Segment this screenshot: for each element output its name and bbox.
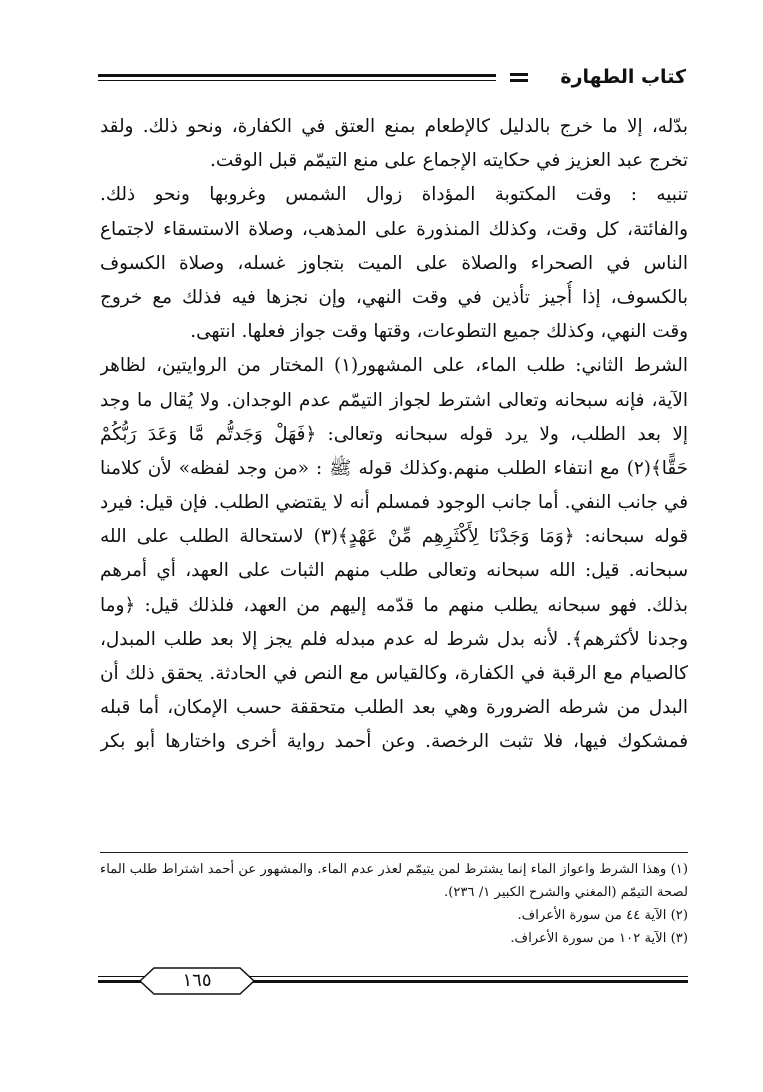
- footnote-separator: [100, 852, 688, 853]
- text-line: البدل من شرطه الضرورة وهي بعد الطلب متحققة حسب الإمكان، أما قبله: [100, 697, 688, 719]
- text-line-notice: تنبيه : وقت المكتوبة المؤداة زوال الشمس وغروبها ونحو ذلك.: [100, 184, 688, 206]
- text-line: بدّله، إلا ما خرج بالدليل كالإطعام بمنع العتق في الكفارة، ونحو ذلك. ولقد: [100, 116, 688, 137]
- running-header: [98, 64, 686, 94]
- header-rule: [98, 74, 496, 77]
- footnote-line: لصحة التيمّم (المغني والشرح الكبير ١/ ٢٣٦).: [444, 885, 688, 900]
- chapter-title: كتاب الطهارة: [560, 66, 686, 88]
- text-line: حَقًّا﴾(٢) مع انتفاء الطلب منهم.وكذلك قوله ﷺ : «من وجد لفظه» لأن كلامنا: [100, 457, 688, 479]
- footnote-line: (١) وهذا الشرط واعواز الماء إنما يشترط لمن يتيمّم لعذر عدم الماء. والمشهور عن أحمد اشتراط طلب الماء: [100, 862, 688, 877]
- text-line: الشرط الثاني: طلب الماء، على المشهور(١) المختار من الروايتين، لظاهر: [100, 355, 688, 377]
- text-line: فمشكوك فيها، فلا تثبت الرخصة. وعن أحمد رواية أخرى واختارها أبو بكر: [100, 731, 688, 753]
- page-footer: [98, 966, 688, 1000]
- header-marker: [510, 73, 528, 82]
- text-line: سبحانه. قيل: الله سبحانه وتعالى طلب منهم الثبات على العهد، أي أمرهم: [100, 560, 688, 582]
- page-number: ١٦٥: [182, 970, 212, 991]
- footnote-line: (٣) الآية ١٠٢ من سورة الأعراف.: [510, 931, 688, 946]
- text-line: كالصيام مع الرقبة في الكفارة، وكالقياس مع النص في الحادثة. يحقق ذلك أن: [100, 663, 688, 684]
- page-number-frame: [138, 966, 256, 996]
- header-rule-thin: [98, 80, 496, 81]
- text-line: تخرج عبد العزيز في حكايته الإجماع على منع التيمّم قبل الوقت.: [209, 150, 688, 172]
- text-line: وجدنا لأكثرهم﴾. لأنه بدل شرط له عدم مبدله فلم يجز إلا بعد طلب المبدل،: [100, 628, 688, 650]
- text-line: الناس في الصحراء والصلاة على الميت بتجاوز غسله، وصلاة الكسوف: [100, 252, 688, 274]
- main-text: [100, 110, 688, 760]
- text-line: وقت النهي، وكذلك جميع التطوعات، وقتها وقت جواز فعلها. انتهى.: [190, 321, 688, 343]
- text-line: بالكسوف، إذا أُجيز تأذين في وقت النهي، وإن نجزها فيه فذلك مع خروج: [100, 286, 688, 308]
- text-line: في جانب النفي. أما جانب الوجود فمسلم أنه لا يقتضي الطلب. فإن قيل: فيرد: [100, 492, 688, 514]
- footnote-line: (٢) الآية ٤٤ من سورة الأعراف.: [517, 908, 688, 923]
- text-line: والفائتة، كل وقت، وكذلك المنذورة على المذهب، وصلاة الاستسقاء لاجتماع: [100, 218, 688, 240]
- footnotes: [100, 858, 688, 950]
- text-line: قوله سبحانه: ﴿وَمَا وَجَدْنَا لِأَكْثَرِهِم مِّنْ عَهْدٍ﴾(٣) لاستحالة الطلب على الله: [100, 526, 688, 548]
- text-line: بذلك. فهو سبحانه يطلب منهم ما قدّمه إليهم من العهد، فلذلك قيل: ﴿وما: [100, 594, 688, 616]
- text-line: الآية، فإنه سبحانه وتعالى اشترط لجواز التيمّم عدم الوجدان. ولا يُقال ما وجد: [100, 389, 688, 411]
- text-line: إلا بعد الطلب، ولا يرد قوله سبحانه وتعالى: ﴿فَهَلْ وَجَدتُّم مَّا وَعَدَ رَبُّكُمْ: [100, 423, 688, 445]
